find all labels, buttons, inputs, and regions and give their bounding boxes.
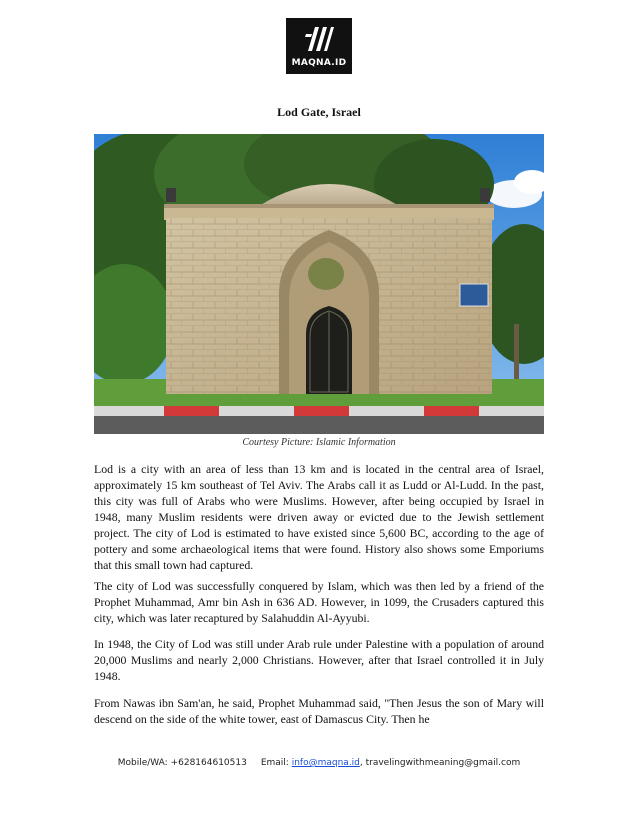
footer-email-rest: , travelingwithmeaning@gmail.com xyxy=(359,758,521,768)
maqna-logo xyxy=(286,18,352,74)
footer-mobile: Mobile/WA: +628164610513 xyxy=(117,758,247,768)
paragraph-4: From Nawas ibn Sam'an, he said, Prophet Muhammad said, "Then Jesus the son of Mary will descend on the side of the white tower, east of Damascus City. Then he xyxy=(94,696,544,726)
footer-email-link[interactable]: info@maqna.id xyxy=(291,758,360,768)
paragraph-3: In 1948, the City of Lod was still under Arab rule under Palestine with a population of around 20,000 Muslims and nearly 2,000 Christians. However, after that Israel controlled it in July 1948. xyxy=(94,637,544,683)
paragraph-2: The city of Lod was successfully conquered by Islam, which was then led by a friend of the Prophet Muhammad, Amr bin Ash in 636 AD. However, in 1099, the Crusaders captured this city, which was later recaptured by Salahuddin Al-Ayyubi. xyxy=(94,579,544,625)
footer xyxy=(0,758,638,768)
logo-text: MAQNA.ID xyxy=(291,58,347,68)
footer-email-label: Email: xyxy=(260,758,289,768)
lod-gate-photo xyxy=(94,134,544,434)
photo-caption: Courtesy Picture: Islamic Information xyxy=(242,437,396,448)
paragraph-1: Lod is a city with an area of less than 13 km and is located in the central area of Israel, approximately 15 km southeast of Tel Aviv. The Arabs call it as Ludd or Al-Ludd. In the past, this city was full of Arabs who were Muslims. However, after being occupied by Israel in 1948, many Muslim residents were driven away or evicted due to the Jewish settlement project. The city of Lod is estimated to have existed since 5,600 BC, according to the age of pottery and some archaeological items that were found. History also shows some Emporiums that this small town had captured. xyxy=(94,462,544,572)
article-title: Lod Gate, Israel xyxy=(277,105,361,119)
maqna-logo-mark xyxy=(286,24,352,54)
